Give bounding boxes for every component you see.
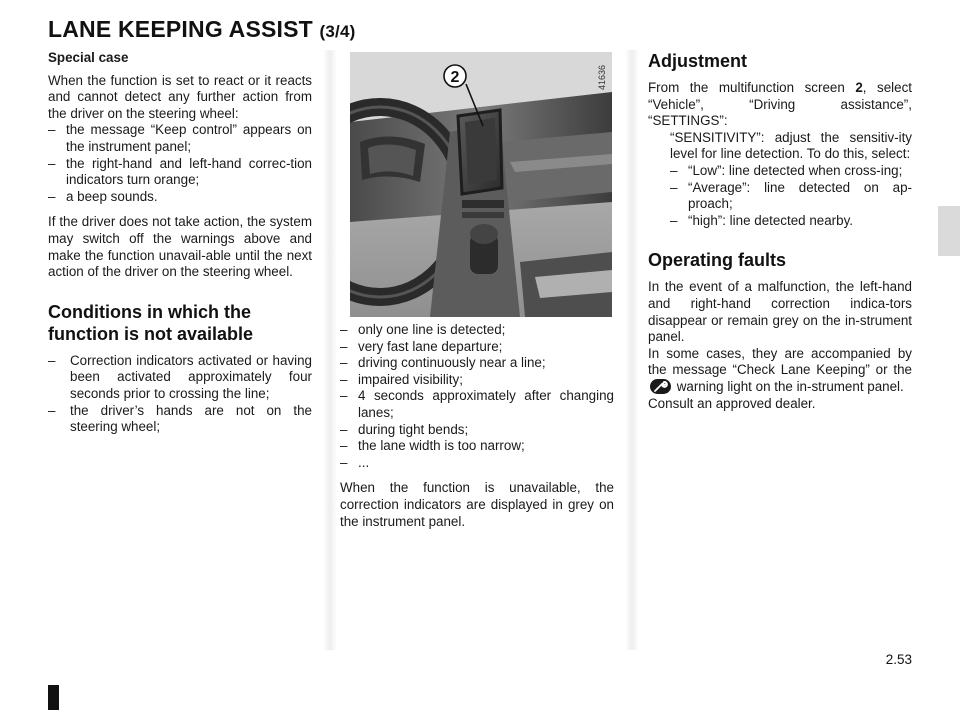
faults-paragraph-2: In some cases, they are accompanied by the message “Check Lane Keeping” or the warning light on the in-strument panel. xyxy=(648,345,912,394)
list-item: – the lane width is too narrow; xyxy=(340,438,614,455)
list-item: – “Average”: line detected on ap-proach; xyxy=(670,180,912,213)
faults-paragraph-1: In the event of a malfunction, the left-hand and right-hand correction indica-tors disappear or remain grey on the in-strument panel. xyxy=(648,279,912,345)
special-case-outro: If the driver does not take action, the system may switch off the warnings above and make the function unavail-able until the next action of the driver on the steering wheel. xyxy=(48,214,312,280)
special-case-intro: When the function is set to react or it reacts and cannot detect any further action from the driver on the steering wheel: xyxy=(48,72,312,121)
list-item: – driving continuously near a line; xyxy=(340,355,614,372)
wrench-icon xyxy=(650,379,671,394)
list-item: – Correction indicators activated or having been activated approximately four seconds prior to crossing the line; xyxy=(48,353,312,403)
page-title-suffix: (3/4) xyxy=(319,22,356,41)
figure-callout-number: 2 xyxy=(450,69,460,86)
adjustment-heading: Adjustment xyxy=(648,51,747,71)
list-item: – very fast lane departure; xyxy=(340,339,614,356)
conditions-heading: Conditions in which the function is not available xyxy=(48,301,254,344)
column-divider-left xyxy=(323,50,337,650)
right-column xyxy=(648,50,912,421)
dashboard-illustration xyxy=(350,52,612,317)
operating-faults-heading: Operating faults xyxy=(648,250,787,271)
page-title: LANE KEEPING ASSIST (3/4) xyxy=(48,16,356,42)
conditions-list-continued xyxy=(340,322,614,471)
list-item: – “high”: line detected nearby. xyxy=(670,213,912,230)
list-item: – 4 seconds approximately after changing lanes; xyxy=(340,388,614,421)
sensitivity-text: “SENSITIVITY”: adjust the sensitiv-ity level for line detection. To do this, select: xyxy=(670,129,912,162)
sensitivity-block xyxy=(648,130,912,230)
figure-code: 41636 xyxy=(597,64,607,90)
list-item: – impaired visibility; xyxy=(340,372,614,389)
list-item: – the right-hand and left-hand correc-tion indicators turn orange; xyxy=(48,156,312,189)
adjustment-intro: From the multifunction screen 2, select “Vehicle”, “Driving assistance”, “SETTINGS”: xyxy=(648,80,913,129)
list-item: – during tight bends; xyxy=(340,422,614,439)
corner-bar xyxy=(48,685,59,710)
special-case-heading: Special case xyxy=(48,50,129,65)
sensitivity-options xyxy=(670,163,912,229)
chapter-tab-marker xyxy=(938,206,960,256)
list-item: – ... xyxy=(340,455,614,472)
list-item: – “Low”: line detected when cross-ing; xyxy=(670,163,912,180)
special-case-list xyxy=(48,122,312,205)
list-item: – only one line is detected; xyxy=(340,322,614,339)
list-item: – the driver’s hands are not on the steering wheel; xyxy=(48,403,312,436)
faults-paragraph-3: Consult an approved dealer. xyxy=(648,395,816,411)
dashboard-drawing xyxy=(350,52,612,317)
page-number: 2.53 xyxy=(885,652,912,667)
conditions-list xyxy=(48,353,312,436)
list-item: – the message “Keep control” appears on the instrument panel; xyxy=(48,122,312,155)
left-column xyxy=(48,50,312,445)
unavailable-text: When the function is unavailable, the correction indicators are displayed in grey on the instrument panel. xyxy=(340,480,614,529)
middle-column xyxy=(340,322,614,539)
column-divider-right xyxy=(625,50,639,650)
list-item: – a beep sounds. xyxy=(48,189,312,206)
